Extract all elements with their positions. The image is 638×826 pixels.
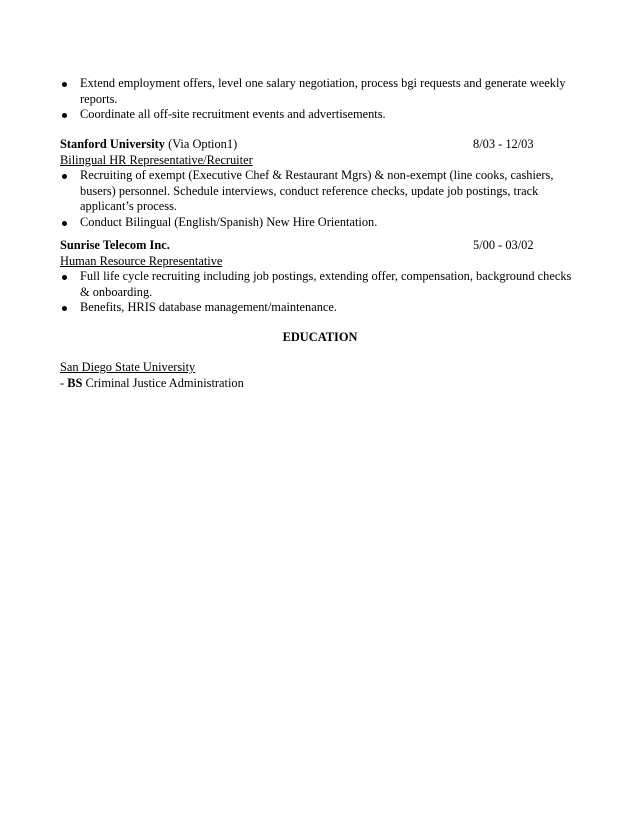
bullet-icon <box>62 82 67 87</box>
sunrise-section <box>60 238 580 316</box>
bullet-icon <box>62 113 67 118</box>
list-item: Conduct Bilingual (English/Spanish) New Hire Orientation. <box>60 215 580 231</box>
bullet-icon <box>62 275 67 280</box>
list-item: Full life cycle recruiting including job postings, extending offer, compensation, background checks & onboarding. <box>60 269 580 300</box>
school-name: San Diego State University <box>60 360 196 374</box>
top-bullet-list <box>60 76 580 123</box>
stanford-bullet-list <box>60 168 580 230</box>
employment-dates: 8/03 - 12/03 <box>473 137 534 151</box>
bullet-icon <box>62 174 67 179</box>
degree-type: BS <box>67 375 83 390</box>
sunrise-bullet-list <box>60 269 580 316</box>
employer-name: Sunrise Telecom Inc. <box>60 238 170 252</box>
stanford-section <box>60 137 580 230</box>
list-item: Recruiting of exempt (Executive Chef & Restaurant Mgrs) & non-exempt (line cooks, cashiers, busers) personnel. Schedule interviews, conduct reference checks, update job postings, track applicant’s process. <box>60 168 580 215</box>
bullet-icon <box>62 221 67 226</box>
top-bullets-section <box>60 76 580 123</box>
list-item: Extend employment offers, level one salary negotiation, process bgi requests and generate weekly reports. <box>60 76 580 107</box>
degree-line <box>60 376 580 392</box>
stanford-header-row <box>60 137 580 153</box>
sunrise-header-row <box>60 238 580 254</box>
education-section <box>60 360 580 391</box>
job-title: Human Resource Representative <box>60 253 223 268</box>
list-item: Coordinate all off-site recruitment events and advertisements. <box>60 107 580 123</box>
employer-name: Stanford University <box>60 137 165 151</box>
degree-major: Criminal Justice Administration <box>82 375 244 390</box>
employer-via: (Via Option1) <box>164 137 238 151</box>
list-item: Benefits, HRIS database management/maintenance. <box>60 300 580 316</box>
employment-dates: 5/00 - 03/02 <box>473 238 534 252</box>
education-heading: EDUCATION <box>282 330 358 344</box>
bullet-icon <box>62 306 67 311</box>
job-title: Bilingual HR Representative/Recruiter <box>60 152 253 167</box>
degree-prefix: - <box>60 375 68 390</box>
